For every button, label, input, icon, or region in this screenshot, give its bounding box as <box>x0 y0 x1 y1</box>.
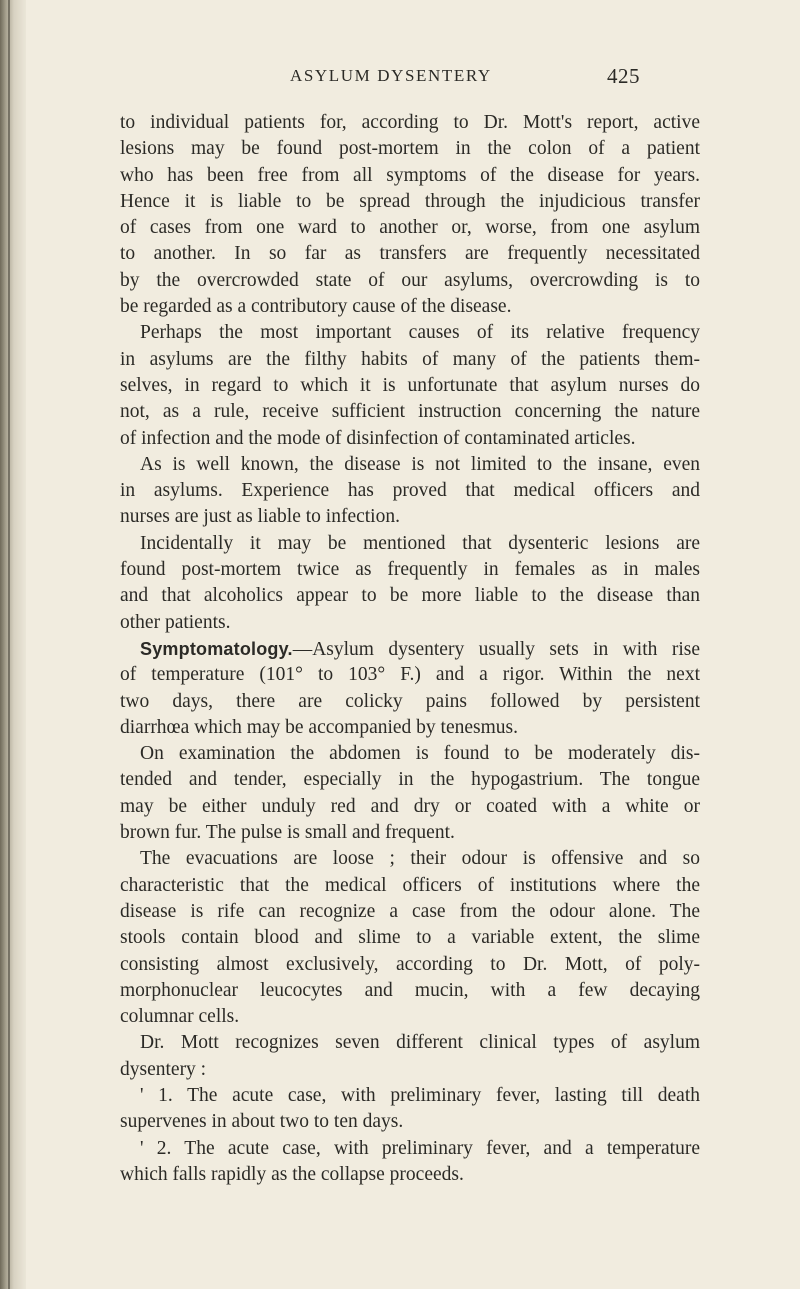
text-line: be regarded as a contributory cause of the disease. <box>120 296 512 318</box>
text-line: disease is rife can recognize a case from the odour alone. The <box>120 900 700 922</box>
text-line: which falls rapidly as the collapse proceeds. <box>120 1163 464 1185</box>
text-line: to another. In so far as transfers are frequently necessitated <box>120 243 700 265</box>
text-line: Perhaps the most important causes of its relative frequency <box>140 322 700 344</box>
book-spine-shadow <box>0 0 26 1289</box>
text-line: supervenes in about two to ten days. <box>120 1111 404 1133</box>
text-line: brown fur. The pulse is small and frequent. <box>120 822 455 844</box>
text-line: who has been free from all symptoms of the disease for years. <box>120 164 700 186</box>
text-line: and that alcoholics appear to be more liable to the disease than <box>120 585 700 607</box>
text-line: diarrhœa which may be accompanied by tenesmus. <box>120 716 518 738</box>
text-line: columnar cells. <box>120 1006 240 1028</box>
text-line: The evacuations are loose ; their odour is offensive and so <box>140 848 700 870</box>
section-heading: Symptomatology. <box>140 638 293 659</box>
text-line: in asylums are the filthy habits of many of the patients them- <box>120 348 700 370</box>
page-header <box>160 66 640 96</box>
text-line: not, as a rule, receive sufficient instruction concerning the nature <box>120 401 700 423</box>
text-line: On examination the abdomen is found to be moderately dis- <box>140 743 700 765</box>
text-line: consisting almost exclusively, according to Dr. Mott, of poly- <box>120 953 700 975</box>
text-line: dysentery : <box>120 1058 207 1080</box>
text-line: Dr. Mott recognizes seven different clinical types of asylum <box>140 1032 700 1054</box>
text-line: of temperature (101° to 103° F.) and a rigor. Within the next <box>120 664 700 686</box>
text-line: Hence it is liable to be spread through the injudicious transfer <box>120 190 700 212</box>
text-line: Incidentally it may be mentioned that dysenteric lesions are <box>140 532 700 554</box>
text-line: may be either unduly red and dry or coated with a white or <box>120 795 700 817</box>
text-line: tended and tender, especially in the hypogastrium. The tongue <box>120 769 700 791</box>
text-line: of infection and the mode of disinfection of contaminated articles. <box>120 427 636 449</box>
running-head: ASYLUM DYSENTERY <box>290 66 492 85</box>
text-line: ' 1. The acute case, with preliminary fever, lasting till death <box>140 1084 700 1106</box>
text-line: of cases from one ward to another or, worse, from one asylum <box>120 217 700 239</box>
text-line: lesions may be found post-mortem in the colon of a patient <box>120 138 700 160</box>
text-line: characteristic that the medical officers of institutions where the <box>120 874 700 896</box>
text-line: ' 2. The acute case, with preliminary fever, and a temperature <box>140 1137 700 1159</box>
text-line: morphonuclear leucocytes and mucin, with a few decaying <box>120 979 700 1001</box>
text-line: other patients. <box>120 611 231 633</box>
text-line: stools contain blood and slime to a variable extent, the slime <box>120 927 700 949</box>
text-line: —Asylum dysentery usually sets in with rise <box>292 638 700 660</box>
spine-edge <box>8 0 10 1289</box>
text-line: to individual patients for, according to Dr. Mott's report, active <box>120 112 700 133</box>
page-number: 425 <box>607 64 640 88</box>
text-line: in asylums. Experience has proved that medical officers and <box>120 480 700 502</box>
text-line: nurses are just as liable to infection. <box>120 506 400 528</box>
text-line: selves, in regard to which it is unfortunate that asylum nurses do <box>120 374 700 396</box>
symptomatology-line <box>120 636 700 662</box>
text-line: As is well known, the disease is not limited to the insane, even <box>140 453 700 475</box>
body-text <box>120 110 700 1188</box>
text-line: by the overcrowded state of our asylums, overcrowding is to <box>120 269 700 291</box>
text-line: two days, there are colicky pains followed by persistent <box>120 690 700 712</box>
text-line: found post-mortem twice as frequently in females as in males <box>120 559 700 581</box>
